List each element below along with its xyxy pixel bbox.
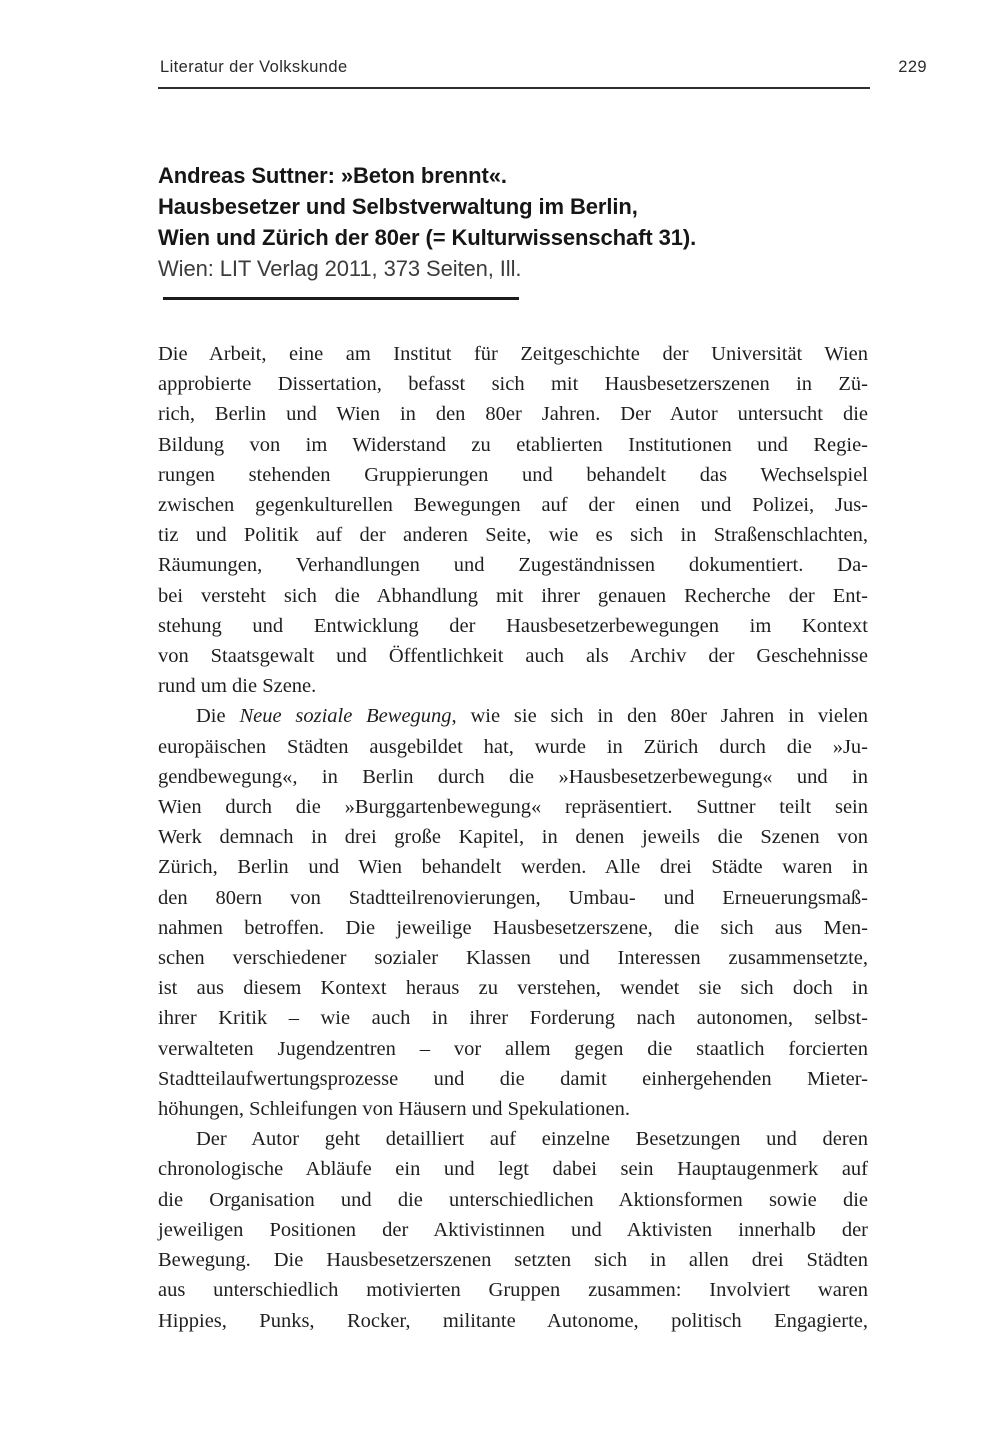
running-title: Literatur der Volkskunde	[160, 58, 348, 76]
body-line	[158, 1034, 868, 1064]
body-line	[158, 430, 868, 460]
body-text-segment: rund um die Szene.	[158, 675, 317, 698]
body-line	[158, 822, 868, 852]
body-text-segment: bei versteht sich die Abhandlung mit ihrer genauen Recherche der Ent-	[158, 584, 868, 607]
body-line	[158, 973, 868, 1003]
body-line	[158, 943, 868, 973]
body-text-segment: tiz und Politik auf der anderen Seite, wie es sich in Straßenschlachten,	[158, 524, 868, 547]
title-divider-rule	[163, 297, 519, 300]
body-text-segment: Bildung von im Widerstand zu etablierten Institutionen und Regie-	[158, 433, 868, 456]
review-body	[158, 339, 868, 1336]
body-line	[158, 490, 868, 520]
body-line	[158, 913, 868, 943]
body-text-segment: rich, Berlin und Wien in den 80er Jahren. Der Autor untersucht die	[158, 403, 868, 426]
body-line	[158, 1275, 868, 1305]
body-text-segment: europäischen Städten ausgebildet hat, wurde in Zürich durch die »Ju-	[158, 735, 868, 758]
body-line	[158, 762, 868, 792]
body-line	[158, 339, 868, 369]
body-line	[158, 611, 868, 641]
body-text-segment: Die Arbeit, eine am Institut für Zeitgeschichte der Universität Wien	[158, 343, 868, 365]
body-line	[158, 1124, 868, 1154]
body-line	[158, 1306, 868, 1336]
review-heading	[158, 160, 870, 284]
body-text-segment: aus unterschiedlich motivierten Gruppen zusammen: Involviert waren	[158, 1279, 868, 1302]
body-text-segment: Wien durch die »Burggartenbewegung« repräsentiert. Suttner teilt sein	[158, 796, 868, 819]
body-text-segment: , wie sie sich in den 80er Jahren in vielen	[451, 705, 868, 728]
body-line	[158, 581, 868, 611]
body-line	[158, 520, 868, 550]
body-text-segment: Der Autor geht detailliert auf einzelne Besetzungen und deren	[196, 1128, 868, 1151]
body-line	[158, 1064, 868, 1094]
body-line	[158, 460, 868, 490]
body-line	[158, 369, 868, 399]
body-line	[158, 1154, 868, 1184]
body-text-segment: nahmen betroffen. Die jeweilige Hausbesetzerszene, die sich aus Men-	[158, 916, 868, 939]
body-text-segment: Stadtteilaufwertungsprozesse und die damit einhergehenden Mieter-	[158, 1067, 868, 1090]
review-imprint: Wien: LIT Verlag 2011, 373 Seiten, Ill.	[158, 256, 522, 281]
body-text-segment: ihrer Kritik – wie auch in ihrer Forderung nach autonomen, selbst-	[158, 1007, 868, 1030]
body-text-segment: schen verschiedener sozialer Klassen und Interessen zusammensetzte,	[158, 947, 868, 970]
body-line	[158, 792, 868, 822]
body-line	[158, 1003, 868, 1033]
page-number: 229	[898, 58, 927, 76]
body-line	[158, 732, 868, 762]
body-line	[158, 399, 868, 429]
body-text-segment: Räumungen, Verhandlungen und Zugeständnissen dokumentiert. Da-	[158, 554, 868, 577]
body-text-segment: stehung und Entwicklung der Hausbesetzerbewegungen im Kontext	[158, 614, 868, 637]
body-line	[158, 852, 868, 882]
body-line	[158, 883, 868, 913]
review-title-line-2: Hausbesetzer und Selbstverwaltung im Berlin,	[158, 194, 638, 219]
body-text-segment: approbierte Dissertation, befasst sich mit Hausbesetzerszenen in Zü-	[158, 373, 868, 396]
body-line	[158, 671, 868, 701]
body-text-segment: gendbewegung«, in Berlin durch die »Hausbesetzerbewegung« und in	[158, 765, 868, 788]
body-line	[158, 641, 868, 671]
review-title-line-3: Wien und Zürich der 80er (= Kulturwissenschaft 31).	[158, 225, 697, 250]
body-text-segment: zwischen gegenkulturellen Bewegungen auf der einen und Polizei, Jus-	[158, 494, 868, 517]
body-line	[158, 701, 868, 731]
body-text-segment: verwalteten Jugendzentren – vor allem gegen die staatlich forcierten	[158, 1037, 868, 1060]
body-text-segment: den 80ern von Stadtteilrenovierungen, Umbau- und Erneuerungsmaß-	[158, 886, 868, 909]
body-line	[158, 550, 868, 580]
body-text-segment: Hippies, Punks, Rocker, militante Autonome, politisch Engagierte,	[158, 1309, 868, 1332]
body-line	[158, 1215, 868, 1245]
body-text-segment: chronologische Abläufe ein und legt dabei sein Hauptaugenmerk auf	[158, 1158, 868, 1181]
body-text-segment: die Organisation und die unterschiedlichen Aktionsformen sowie die	[158, 1188, 868, 1211]
body-text-segment: Die	[196, 705, 240, 728]
body-line	[158, 1094, 868, 1124]
body-text-segment: Werk demnach in drei große Kapitel, in denen jeweils die Szenen von	[158, 826, 868, 849]
body-line	[158, 1245, 868, 1275]
header-rule	[158, 87, 870, 89]
review-title-line-1: Andreas Suttner: »Beton brennt«.	[158, 163, 507, 188]
body-text-segment: ist aus diesem Kontext heraus zu verstehen, wendet sie sich doch in	[158, 977, 868, 1000]
body-line	[158, 1185, 868, 1215]
body-text-segment: rungen stehenden Gruppierungen und behandelt das Wechselspiel	[158, 463, 868, 486]
body-text-segment: jeweiligen Positionen der Aktivistinnen und Aktivisten innerhalb der	[158, 1218, 868, 1241]
body-text-segment: Zürich, Berlin und Wien behandelt werden. Alle drei Städte waren in	[158, 856, 868, 879]
body-text-segment: von Staatsgewalt und Öffentlichkeit auch als Archiv der Geschehnisse	[158, 645, 868, 668]
emphasized-text: Neue soziale Bewegung	[239, 705, 452, 728]
body-text-segment: höhungen, Schleifungen von Häusern und Spekulationen.	[158, 1098, 630, 1121]
body-text-segment: Bewegung. Die Hausbesetzerszenen setzten sich in allen drei Städten	[158, 1249, 868, 1272]
